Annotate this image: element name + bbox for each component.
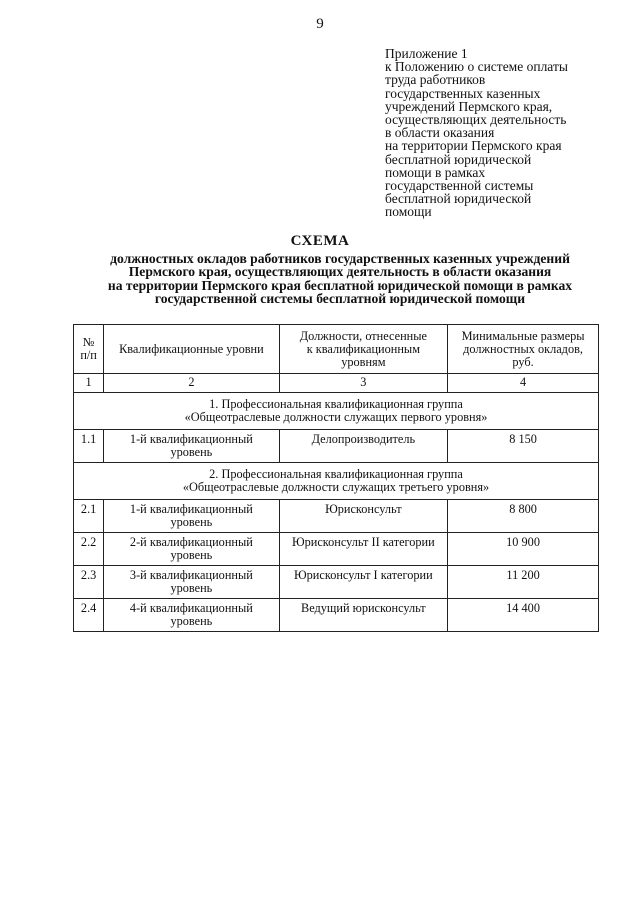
- appendix-line: осуществляющих деятельность: [385, 112, 567, 128]
- header-text: Квалификационные уровни: [119, 341, 264, 356]
- subtitle-line: должностных окладов работников государственных казенных учреждений: [110, 251, 570, 266]
- row-level: [104, 566, 279, 599]
- row-level-line: уровень: [170, 614, 213, 628]
- group-title: [74, 393, 599, 430]
- row-number: 2.3: [74, 566, 104, 599]
- row-salary: 11 200: [448, 566, 599, 599]
- header-text: должностных окладов,: [463, 341, 583, 356]
- row-number: 1.1: [74, 430, 104, 463]
- row-level-line: 3-й квалификационный: [129, 568, 253, 582]
- table-row: [74, 430, 599, 463]
- column-number: 3: [279, 374, 448, 393]
- subtitle-line: на территории Пермского края бесплатной юридической помощи в рамках: [107, 277, 573, 293]
- salary-table: [73, 324, 599, 632]
- row-level: [104, 533, 279, 566]
- header-text: п/п: [80, 348, 97, 362]
- row-level: [104, 599, 279, 632]
- row-position: Юрисконсульт II категории: [279, 533, 448, 566]
- row-number: 2.1: [74, 500, 104, 533]
- appendix-line: помощи в рамках: [385, 164, 486, 180]
- column-number-row: [74, 374, 599, 393]
- row-position: Юрисконсульт I категории: [279, 566, 448, 599]
- row-level: [104, 500, 279, 533]
- group-title-line: 2. Профессиональная квалификационная группа: [209, 467, 463, 481]
- table-row: [74, 566, 599, 599]
- appendix-note: [385, 47, 625, 219]
- appendix-line: труда работников: [385, 72, 486, 88]
- row-level-line: 4-й квалификационный: [129, 601, 253, 615]
- row-salary: 8 800: [448, 500, 599, 533]
- appendix-line: Приложение 1: [385, 46, 468, 61]
- subtitle-line: государственной системы бесплатной юридической помощи: [154, 291, 526, 307]
- group-title-line: 1. Профессиональная квалификационная группа: [209, 397, 463, 411]
- table-row: [74, 500, 599, 533]
- row-level: [104, 430, 279, 463]
- header-qualification-levels: [104, 325, 279, 374]
- appendix-line: в области оказания: [385, 125, 495, 141]
- group-title: [74, 463, 599, 500]
- row-level-line: уровень: [170, 581, 213, 595]
- header-text: руб.: [512, 354, 534, 369]
- document-subtitle: [60, 252, 620, 306]
- group-header-row: [74, 393, 599, 430]
- header-text: Минимальные размеры: [461, 328, 585, 343]
- appendix-line: на территории Пермского края: [385, 138, 562, 154]
- row-position: Ведущий юрисконсульт: [279, 599, 448, 632]
- row-level-line: уровень: [170, 548, 213, 562]
- header-text: №: [82, 335, 95, 349]
- appendix-line: помощи: [385, 204, 432, 220]
- row-level-line: 1-й квалификационный: [129, 432, 253, 446]
- column-number: 1: [74, 374, 104, 393]
- row-level-line: 2-й квалификационный: [129, 535, 253, 549]
- header-text: уровням: [341, 354, 386, 369]
- row-level-line: уровень: [170, 515, 213, 529]
- row-position: Делопроизводитель: [279, 430, 448, 463]
- column-number: 4: [448, 374, 599, 393]
- row-salary: 10 900: [448, 533, 599, 566]
- appendix-line: к Положению о системе оплаты: [385, 59, 568, 75]
- row-number: 2.2: [74, 533, 104, 566]
- header-min-salary: [448, 325, 599, 374]
- header-text: к квалификационным: [306, 341, 420, 356]
- document-title: СХЕМА: [290, 233, 350, 249]
- group-title-line: «Общеотраслевые должности служащих первого уровня»: [184, 410, 488, 424]
- row-number: 2.4: [74, 599, 104, 632]
- group-title-line: «Общеотраслевые должности служащих третьего уровня»: [182, 480, 490, 494]
- appendix-line: бесплатной юридической: [385, 191, 532, 207]
- group-header-row: [74, 463, 599, 500]
- header-text: Должности, отнесенные: [299, 328, 427, 343]
- row-level-line: уровень: [170, 445, 213, 459]
- page-number: 9: [316, 16, 324, 32]
- table-row: [74, 533, 599, 566]
- row-position: Юрисконсульт: [279, 500, 448, 533]
- row-salary: 8 150: [448, 430, 599, 463]
- row-level-line: 1-й квалификационный: [129, 502, 253, 516]
- column-number: 2: [104, 374, 279, 393]
- header-number: [74, 325, 104, 374]
- table-header-row: [74, 325, 599, 374]
- subtitle-line: Пермского края, осуществляющих деятельность в области оказания: [128, 264, 552, 280]
- appendix-line: государственных казенных: [385, 85, 541, 101]
- appendix-line: государственной системы: [385, 178, 534, 194]
- table-row: [74, 599, 599, 632]
- appendix-line: учреждений Пермского края,: [385, 98, 553, 114]
- row-salary: 14 400: [448, 599, 599, 632]
- appendix-line: бесплатной юридической: [385, 151, 532, 167]
- header-positions: [279, 325, 448, 374]
